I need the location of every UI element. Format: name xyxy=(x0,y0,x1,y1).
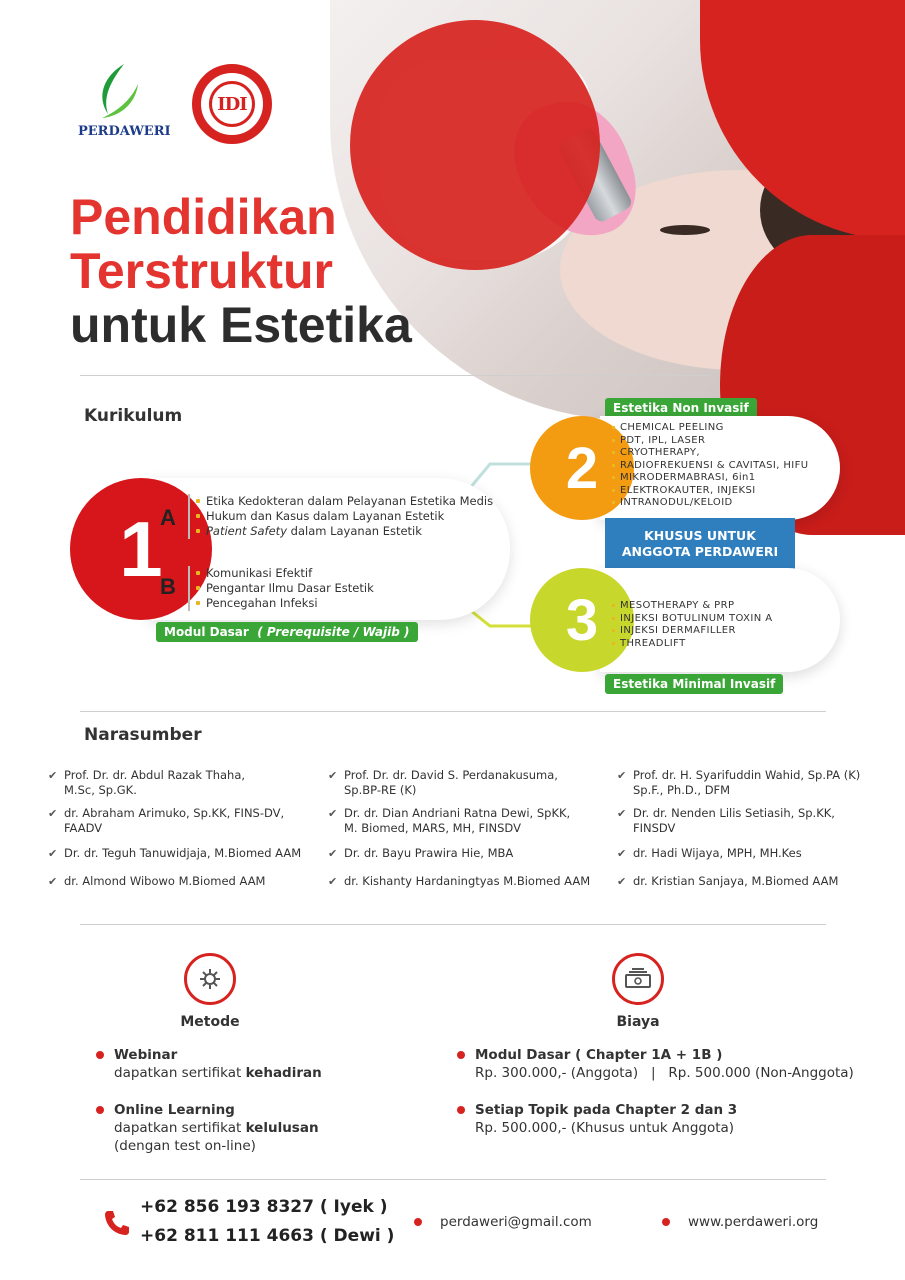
module-1-tag-main: Modul Dasar xyxy=(164,625,249,639)
speaker-name: Dr. dr. Dian Andriani Ratna Dewi, SpKK, xyxy=(344,806,571,820)
bullet-dot xyxy=(414,1218,422,1226)
module-3-number: 3 xyxy=(530,568,634,672)
biaya-title: Biaya xyxy=(616,1014,660,1030)
check-icon: ✔ xyxy=(48,807,58,820)
biaya-item-head: Setiap Topik pada Chapter 2 dan 3 xyxy=(475,1102,738,1118)
speaker-item xyxy=(48,846,328,874)
speaker-name: Dr. dr. Nenden Lilis Setiasih, Sp.KK, xyxy=(633,806,835,820)
perdaweri-leaf-icon xyxy=(92,62,142,120)
speaker-item xyxy=(617,768,897,806)
biaya-item-head: Modul Dasar ( Chapter 1A + 1B ) xyxy=(475,1047,723,1063)
module-2-tag: Estetika Non Invasif xyxy=(605,398,757,418)
bullet-dot xyxy=(662,1218,670,1226)
speaker-item xyxy=(617,806,897,846)
narasumber-title: Narasumber xyxy=(84,725,202,745)
check-icon: ✔ xyxy=(48,769,58,782)
biaya-item-modul-dasar xyxy=(457,1046,877,1082)
check-icon: ✔ xyxy=(617,807,627,820)
speakers-col-1 xyxy=(48,768,328,889)
list-item: Komunikasi Efektif xyxy=(196,566,374,581)
module-2-list xyxy=(612,422,809,510)
list-item: THREADLIFT xyxy=(612,638,772,651)
list-item-text: dalam Layanan Estetik xyxy=(290,524,422,538)
speakers-col-3 xyxy=(617,768,897,889)
list-item: Pengantar Ilmu Dasar Estetik xyxy=(196,581,374,596)
list-item: Hukum dan Kasus dalam Layanan Estetik xyxy=(196,509,493,524)
list-item: MESOTHERAPY & PRP xyxy=(612,600,772,613)
speaker-title: Sp.F., Ph.D., DFM xyxy=(633,783,731,797)
speaker-name: dr. Hadi Wijaya, MPH, MH.Kes xyxy=(633,846,802,860)
metode-item-head: Online Learning xyxy=(114,1102,235,1118)
speaker-item xyxy=(328,806,618,846)
list-item: Etika Kedokteran dalam Pelayanan Estetika Medis xyxy=(196,494,493,509)
speaker-item xyxy=(48,768,328,806)
speaker-name: Dr. dr. Bayu Prawira Hie, MBA xyxy=(344,846,514,860)
module-1-tag xyxy=(156,622,418,642)
hero-eye-shape xyxy=(660,225,710,235)
metode-item-webinar xyxy=(96,1046,396,1082)
module-1b-list xyxy=(188,566,374,611)
list-item: CRYOTHERAPY, xyxy=(612,447,809,460)
speaker-item xyxy=(617,874,897,889)
footer-email xyxy=(414,1214,592,1230)
module-2-number: 2 xyxy=(530,416,634,520)
kurikulum-title: Kurikulum xyxy=(84,406,183,426)
headline-line-1: Pendidikan xyxy=(70,189,337,245)
khusus-anggota-box xyxy=(605,518,795,570)
module-1a-list xyxy=(188,494,493,539)
list-item: MIKRODERMABRASI, 6in1 xyxy=(612,472,809,485)
headline-line-2: Terstruktur xyxy=(70,243,334,299)
biaya-money-icon xyxy=(612,953,664,1005)
metode-item-bold: kehadiran xyxy=(245,1065,322,1081)
module-1-number: 1 xyxy=(70,478,212,620)
speaker-item xyxy=(328,768,618,806)
module-1b-letter: B xyxy=(160,574,176,599)
speaker-name: Prof. dr. H. Syarifuddin Wahid, Sp.PA (K) xyxy=(633,768,861,782)
list-item: INTRANODUL/KELOID xyxy=(612,497,809,510)
khusus-line-1: KHUSUS UNTUK xyxy=(644,528,756,543)
phone-number-2[interactable]: +62 811 111 4663 ( Dewi ) xyxy=(140,1226,395,1246)
speaker-title: FINSDV xyxy=(633,821,676,835)
list-item: RADIOFREKUENSI & CAVITASI, HIFU xyxy=(612,460,809,473)
speaker-item xyxy=(328,846,618,874)
biaya-item-topik xyxy=(457,1101,877,1137)
headline-line-3: untuk Estetika xyxy=(70,297,412,353)
speakers-col-2 xyxy=(328,768,618,889)
check-icon: ✔ xyxy=(328,875,338,888)
check-icon: ✔ xyxy=(328,807,338,820)
speaker-item xyxy=(48,806,328,846)
divider-footer xyxy=(80,1179,826,1180)
speaker-name: dr. Almond Wibowo M.Biomed AAM xyxy=(64,874,266,888)
patient-safety-italic: Patient Safety xyxy=(206,524,287,538)
list-item xyxy=(196,524,493,539)
footer-website xyxy=(662,1214,818,1230)
biaya-item-detail: Rp. 300.000,- (Anggota) | Rp. 500.000 (Non-Anggota) xyxy=(475,1065,854,1081)
speaker-name: dr. Abraham Arimuko, Sp.KK, FINS-DV, xyxy=(64,806,285,820)
metode-title: Metode xyxy=(180,1014,240,1030)
divider-metode xyxy=(80,924,826,925)
speaker-item xyxy=(48,874,328,889)
list-item: INJEKSI DERMAFILLER xyxy=(612,625,772,638)
phone-numbers xyxy=(140,1193,394,1251)
metode-item-bold: kelulusan xyxy=(245,1120,319,1136)
khusus-line-2: ANGGOTA PERDAWERI xyxy=(621,544,779,559)
module-1-tag-note: ( Prerequisite / Wajib ) xyxy=(257,625,410,639)
list-item: INJEKSI BOTULINUM TOXIN A xyxy=(612,613,772,626)
check-icon: ✔ xyxy=(328,847,338,860)
email-link[interactable]: perdaweri@gmail.com xyxy=(440,1214,592,1230)
speaker-item xyxy=(617,846,897,874)
metode-gear-icon xyxy=(184,953,236,1005)
metode-item-text: dapatkan sertifikat xyxy=(114,1065,246,1081)
idi-logo-text: IDI xyxy=(209,81,255,127)
speaker-name: dr. Kishanty Hardaningtyas M.Biomed AAM xyxy=(344,874,591,888)
speaker-title: FAADV xyxy=(64,821,103,835)
list-item: ELEKTROKAUTER, INJEKSI xyxy=(612,485,809,498)
speaker-title: Sp.BP-RE (K) xyxy=(344,783,417,797)
module-3-tag: Estetika Minimal Invasif xyxy=(605,674,783,694)
check-icon: ✔ xyxy=(617,875,627,888)
check-icon: ✔ xyxy=(617,769,627,782)
metode-item-head: Webinar xyxy=(114,1047,178,1063)
speaker-name: Dr. dr. Teguh Tanuwidjaja, M.Biomed AAM xyxy=(64,846,302,860)
divider-top xyxy=(80,375,710,376)
headline xyxy=(70,190,412,352)
module-3-list xyxy=(612,600,772,650)
check-icon: ✔ xyxy=(328,769,338,782)
check-icon: ✔ xyxy=(48,875,58,888)
metode-item-text: dapatkan sertifikat xyxy=(114,1120,246,1136)
speaker-name: dr. Kristian Sanjaya, M.Biomed AAM xyxy=(633,874,839,888)
metode-item-note: (dengan test on-line) xyxy=(114,1138,256,1154)
website-link[interactable]: www.perdaweri.org xyxy=(688,1214,819,1230)
bullet-dot xyxy=(457,1106,465,1114)
idi-logo xyxy=(192,64,272,144)
speaker-item xyxy=(328,874,618,889)
list-item: CHEMICAL PEELING xyxy=(612,422,809,435)
speaker-title: M. Biomed, MARS, MH, FINSDV xyxy=(344,821,521,835)
phone-number-1[interactable]: +62 856 193 8327 ( Iyek ) xyxy=(140,1197,388,1217)
check-icon: ✔ xyxy=(617,847,627,860)
bullet-dot xyxy=(457,1051,465,1059)
speaker-name: Prof. Dr. dr. David S. Perdanakusuma, xyxy=(344,768,558,782)
divider-narasumber xyxy=(80,711,826,712)
bullet-dot xyxy=(96,1106,104,1114)
biaya-item-detail: Rp. 500.000,- (Khusus untuk Anggota) xyxy=(475,1120,735,1136)
metode-item-online xyxy=(96,1101,396,1155)
list-item: PDT, IPL, LASER xyxy=(612,435,809,448)
speaker-title: M.Sc, Sp.GK. xyxy=(64,783,137,797)
module-1a-letter: A xyxy=(160,505,176,530)
speaker-name: Prof. Dr. dr. Abdul Razak Thaha, xyxy=(64,768,246,782)
bullet-dot xyxy=(96,1051,104,1059)
perdaweri-logo-text: PERDAWERI xyxy=(78,124,171,139)
check-icon: ✔ xyxy=(48,847,58,860)
phone-icon xyxy=(102,1208,132,1238)
list-item: Pencegahan Infeksi xyxy=(196,596,374,611)
